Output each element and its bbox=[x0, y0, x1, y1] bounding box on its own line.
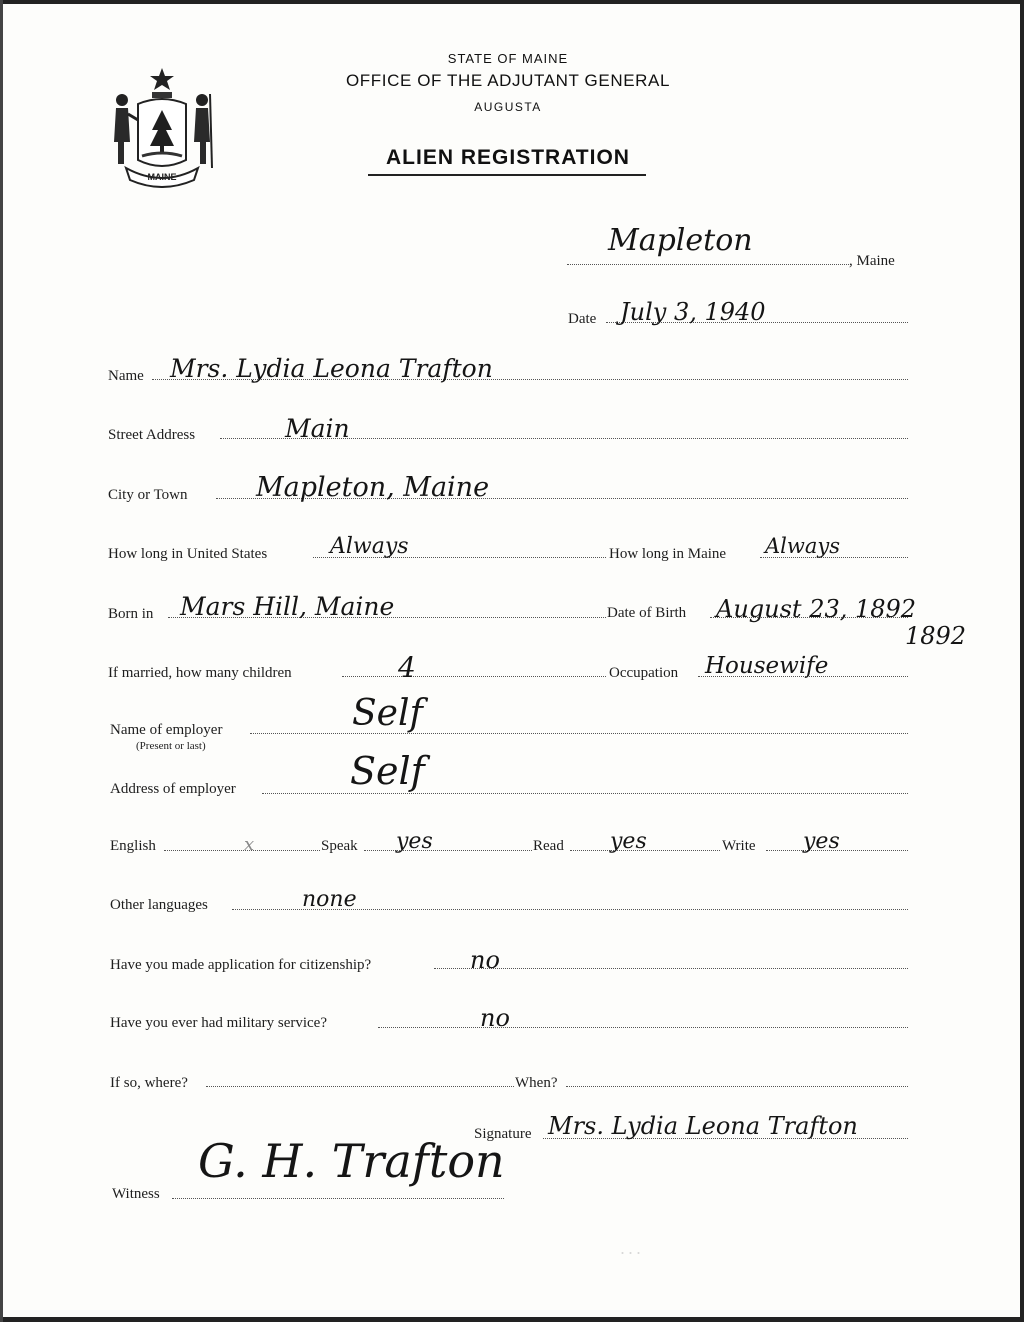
occupation-value: Housewife bbox=[705, 653, 829, 679]
military-value: no bbox=[480, 1004, 510, 1032]
us-value: Always bbox=[330, 534, 409, 559]
seal-ribbon-text: MAINE bbox=[147, 172, 177, 182]
employer-note: (Present or last) bbox=[136, 740, 206, 752]
employer-address-line bbox=[262, 793, 908, 794]
employer-value: Self bbox=[352, 693, 423, 734]
other-languages-value: none bbox=[302, 887, 357, 912]
maine-time-value: Always bbox=[765, 534, 841, 558]
signature-label: Signature bbox=[474, 1126, 532, 1142]
when-line bbox=[566, 1086, 908, 1087]
speak-value: yes bbox=[396, 829, 433, 854]
scan-border-left bbox=[0, 0, 3, 1322]
english-label: English bbox=[110, 838, 156, 854]
scan-border-top bbox=[0, 0, 1024, 4]
maine-time-label: How long in Maine bbox=[609, 546, 727, 562]
speak-label: Speak bbox=[321, 838, 358, 854]
scan-border-bottom bbox=[0, 1317, 1024, 1322]
scan-border-right bbox=[1020, 0, 1024, 1322]
town-line bbox=[567, 264, 849, 265]
employer-label: Name of employer bbox=[110, 722, 223, 738]
military-line bbox=[378, 1027, 908, 1028]
read-label: Read bbox=[533, 838, 564, 854]
dob-label: Date of Birth bbox=[607, 605, 687, 621]
us-label: How long in United States bbox=[108, 546, 268, 562]
signature-value: Mrs. Lydia Leona Trafton bbox=[548, 1112, 858, 1140]
citizenship-label: Have you made application for citizenship? bbox=[110, 957, 372, 973]
children-line bbox=[342, 676, 606, 677]
employer-line bbox=[250, 733, 908, 734]
witness-line bbox=[172, 1198, 504, 1199]
street-value: Main bbox=[285, 414, 350, 443]
city-value: Mapleton, Maine bbox=[256, 472, 490, 503]
citizenship-value: no bbox=[470, 946, 500, 974]
children-label: If married, how many children bbox=[108, 665, 292, 681]
military-label: Have you ever had military service? bbox=[110, 1015, 327, 1031]
name-value: Mrs. Lydia Leona Trafton bbox=[170, 354, 493, 383]
town-value: Mapleton bbox=[608, 223, 753, 258]
witness-label: Witness bbox=[112, 1186, 160, 1202]
witness-value: G. H. Trafton bbox=[198, 1134, 505, 1188]
occupation-label: Occupation bbox=[609, 665, 679, 681]
header-state: STATE OF MAINE bbox=[447, 51, 569, 66]
dob-value: August 23, 1892 bbox=[716, 595, 917, 623]
english-value: x bbox=[244, 834, 255, 855]
faded-stamp: ... bbox=[620, 1238, 645, 1258]
other-languages-label: Other languages bbox=[110, 897, 208, 913]
name-label: Name bbox=[108, 368, 144, 384]
title-underline bbox=[368, 174, 646, 176]
english-line bbox=[164, 850, 320, 851]
city-label: City or Town bbox=[108, 487, 188, 503]
born-label: Born in bbox=[108, 606, 154, 622]
employer-address-value: Self bbox=[350, 749, 425, 793]
read-value: yes bbox=[610, 829, 647, 854]
dob-correction: 1892 bbox=[905, 622, 967, 650]
employer-address-label: Address of employer bbox=[110, 781, 236, 797]
page-title: ALIEN REGISTRATION bbox=[386, 146, 630, 169]
citizenship-line bbox=[434, 968, 908, 969]
maine-label: , Maine bbox=[849, 253, 895, 269]
write-value: yes bbox=[803, 829, 840, 854]
date-label: Date bbox=[568, 311, 597, 327]
where-line bbox=[206, 1086, 514, 1087]
street-label: Street Address bbox=[108, 427, 196, 443]
children-value: 4 bbox=[398, 651, 416, 684]
write-label: Write bbox=[722, 838, 756, 854]
where-label: If so, where? bbox=[110, 1075, 188, 1091]
born-value: Mars Hill, Maine bbox=[180, 592, 395, 621]
when-label: When? bbox=[515, 1075, 558, 1091]
header-office: OFFICE OF THE ADJUTANT GENERAL bbox=[345, 71, 671, 90]
date-value: July 3, 1940 bbox=[620, 298, 766, 326]
header-city: AUGUSTA bbox=[474, 100, 542, 114]
speak-line bbox=[364, 850, 532, 851]
